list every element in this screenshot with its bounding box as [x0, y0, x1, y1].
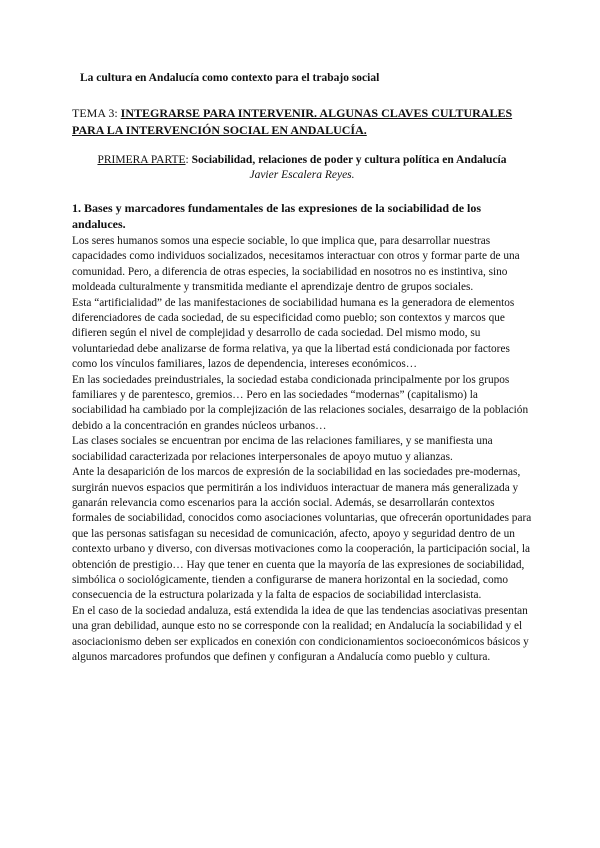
tema-prefix: TEMA 3: — [72, 106, 121, 120]
part-label: PRIMERA PARTE — [97, 154, 186, 166]
document-header: La cultura en Andalucía como contexto para el trabajo social — [80, 72, 380, 84]
paragraph: Esta “artificialidad” de las manifestaciones de sociabilidad humana es la generadora de elementos diferenciadores de cada sociedad, de su especificidad como pueblo; son contextos y marcos que difieren según el nivel de complejidad y desarrollo de cada sociedad. Del mismo modo, su voluntariedad debe analizarse de forma relativa, ya que la libertad está condicionada por factores como los vínculos familiares, lazos de dependencia, intereses económicos… — [72, 296, 515, 371]
paragraph: Ante la desaparición de los marcos de expresión de la sociabilidad en las sociedades pre-modernas, surgirán nuevos espacios que permitirán a los individuos interactuar de manera más generalizada y ganarán relevancia como escenarios para la acción social. Además, se desarrollarán contextos formales de sociabilidad, conocidos como asociaciones voluntarias, que ofrecerán oportunidades para que las personas satisfagan su necesidad de comunicación, afecto, apoyo y seguridad dentro de un contexto urbano y diverso, con diversas motivaciones como la cooperación, la participación social, la obtención de prestigio… Hay que tener en cuenta que la mayoría de las expresiones de sociabilidad, simbólica o sociológicamente, tienden a configurarse de manera horizontal en la sociedad, como consecuencia de la estructura polarizada y la falta de espacios de sociabilidad interclasista. — [72, 466, 532, 602]
paragraph: En las sociedades preindustriales, la sociedad estaba condicionada principalmente por los grupos familiares y de parentesco, gremios… Pero en las sociedades “modernas” (capitalismo) la sociabilidad ha cambiado por la complejización de las relaciones sociales, desarraigo de la población debido a la concentración en grandes núcleos urbanos… — [72, 373, 529, 432]
paragraph: En el caso de la sociedad andaluza, está extendida la idea de que las tendencias asociativas presentan una gran debilidad, aunque esto no se corresponde con la realidad; en Andalucía la sociabilidad y el asociacionismo deben ser explicados en conexión con condicionamientos socioeconómicos básicos y algunos marcadores profundos que definen y configuran a Andalucía como pueblo y cultura. — [72, 604, 529, 663]
part-heading — [72, 153, 532, 183]
paragraph: Los seres humanos somos una especie sociable, lo que implica que, para desarrollar nuestras capacidades como individuos socializados, necesitamos interactuar con otros y formar parte de una comunidad. Pero, a diferencia de otras especies, la sociabilidad en nosotros no es instintiva, sino moldeada culturalmente y transmitida mediante el aprendizaje dentro de grupos sociales. — [72, 235, 520, 294]
tema-title: INTEGRARSE PARA INTERVENIR. ALGUNAS CLAVES CULTURALES PARA LA INTERVENCIÓN SOCIAL EN ANDALUCÍA. — [72, 106, 513, 137]
document-body — [72, 234, 532, 665]
part-separator: : — [185, 154, 192, 166]
author: Javier Escalera Reyes. — [249, 169, 355, 181]
tema-heading — [72, 105, 542, 139]
paragraph: Las clases sociales se encuentran por encima de las relaciones familiares, y se manifiesta una sociabilidad caracterizada por relaciones interpersonales de apoyo mutuo y alianzas. — [72, 435, 493, 463]
part-title: Sociabilidad, relaciones de poder y cultura política en Andalucía — [191, 154, 507, 166]
section-title: 1. Bases y marcadores fundamentales de las expresiones de la sociabilidad de los andaluces. — [72, 201, 482, 231]
